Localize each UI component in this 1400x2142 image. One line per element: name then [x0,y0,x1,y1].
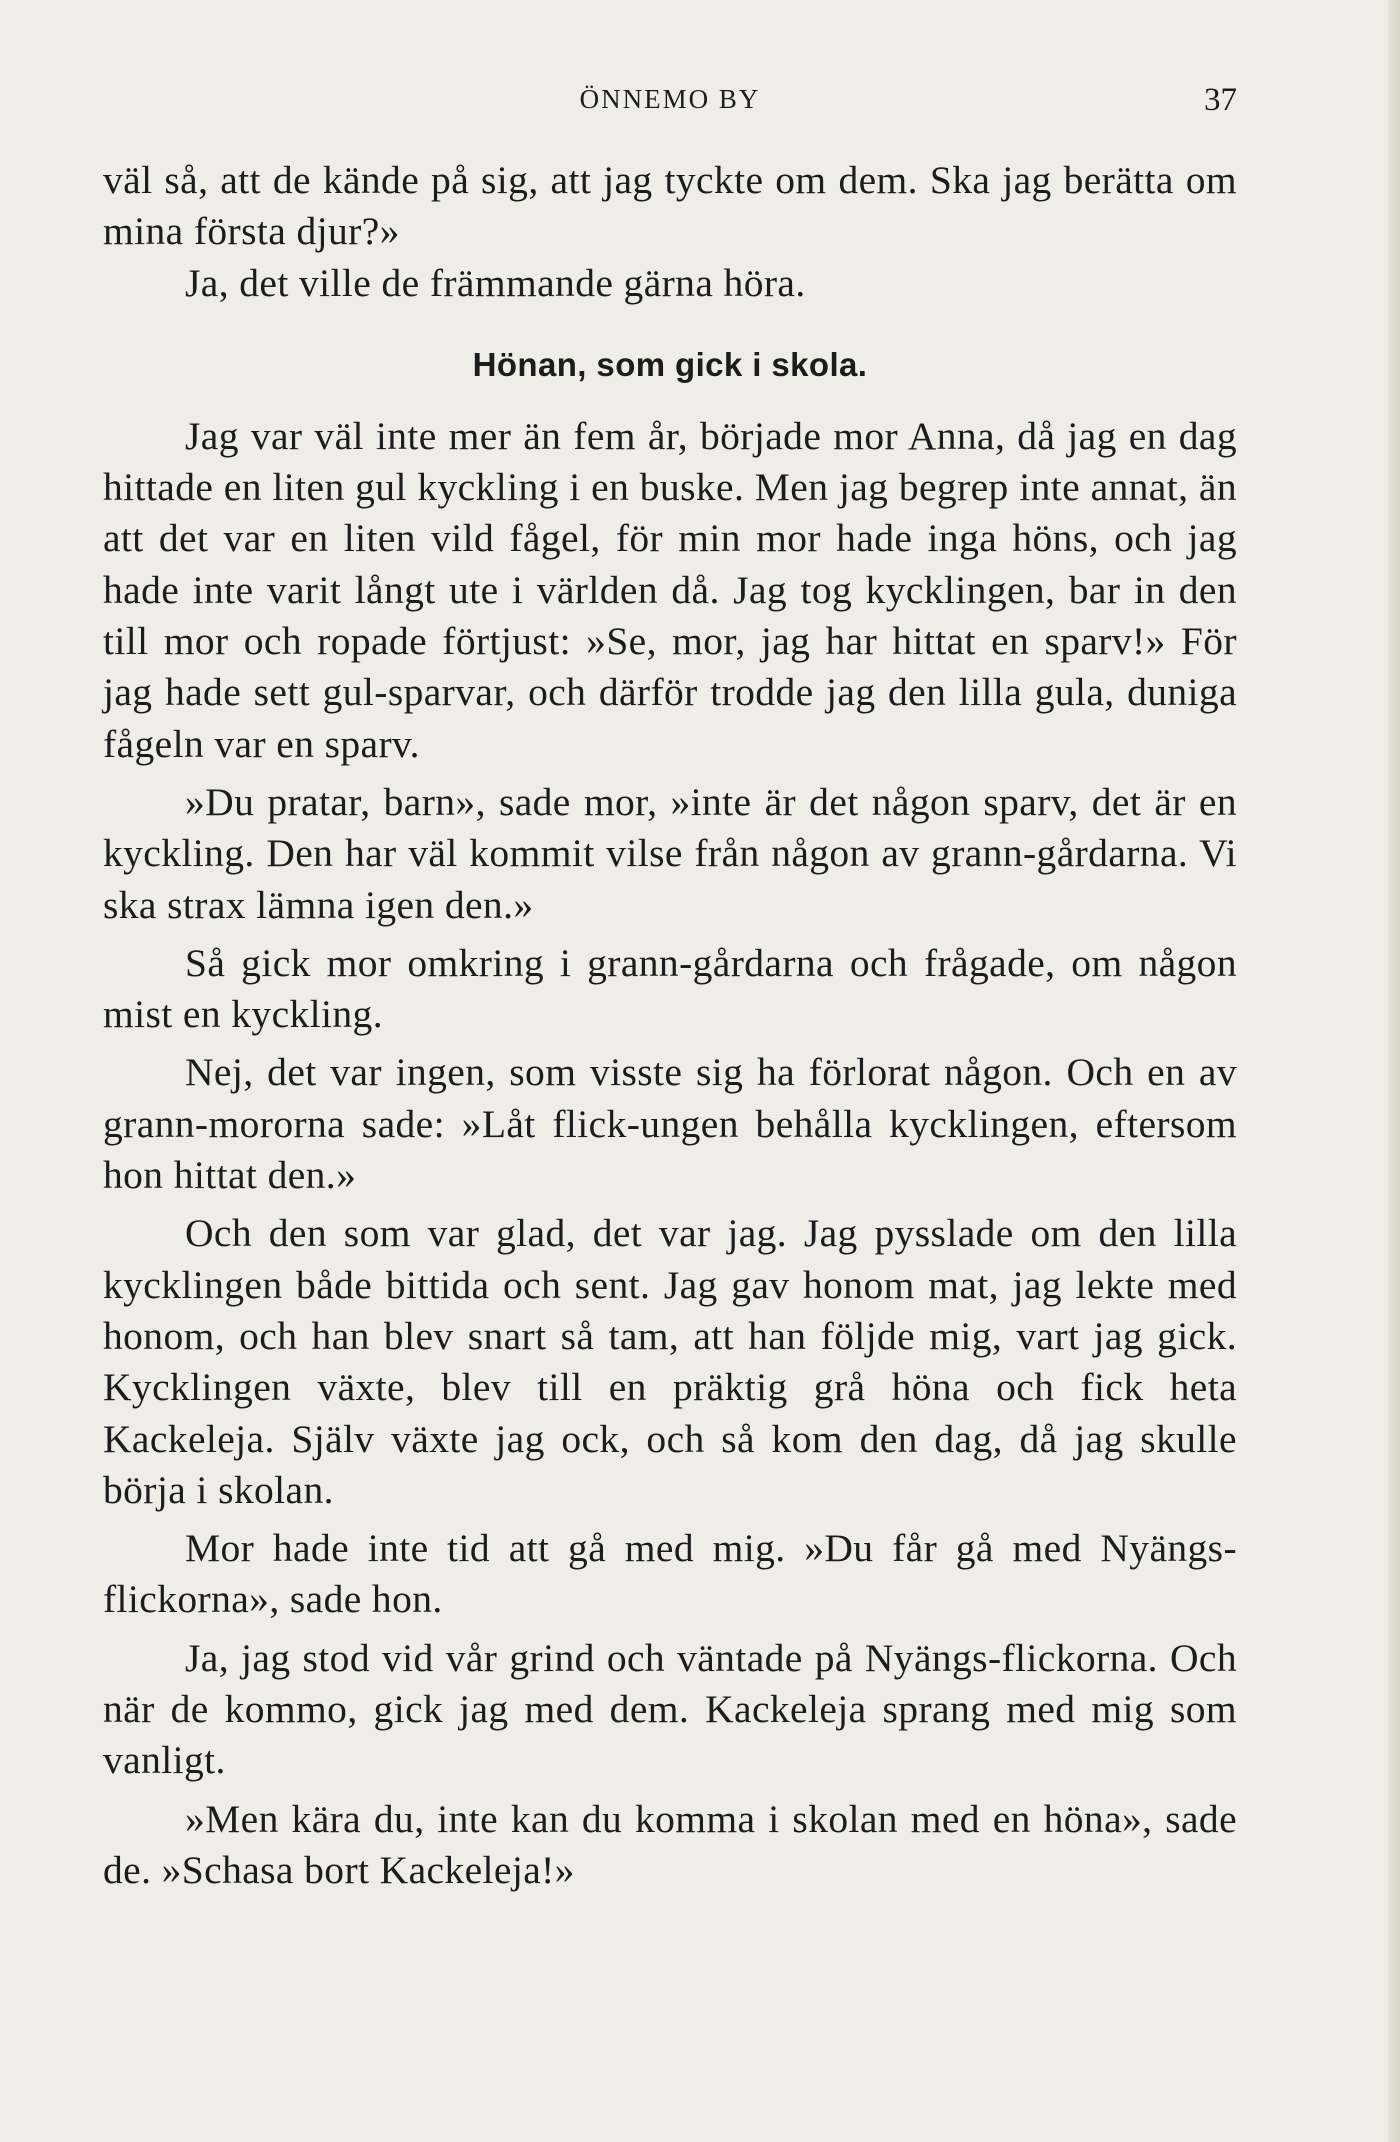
paragraph: Nej, det var ingen, som visste sig ha förlorat någon. Och en av grann-mororna sade: »Låt flick-ungen behålla kycklingen, eftersom hon hittat den.» [103,1050,1237,1198]
paragraph: »Du pratar, barn», sade mor, »inte är det någon sparv, det är en kyckling. Den har väl kommit vilse från någon av grann-gårdarna. Vi ska strax lämna igen den.» [103,779,1237,927]
running-head [103,84,1237,124]
paragraph: Så gick mor omkring i grann-gårdarna och frågade, om någon mist en kyckling. [103,940,1237,1037]
running-title: ÖNNEMO BY [579,84,761,114]
page-number: 37 [1204,82,1237,118]
paragraph: Ja, jag stod vid vår grind och väntade på Nyängs-flickorna. Och när de kommo, gick jag med dem. Kackeleja sprang med mig som vanligt. [103,1635,1237,1783]
section-heading: Hönan, som gick i skola. [472,345,868,383]
body-text [103,155,1237,1896]
page-edge-shadow [1388,0,1400,2142]
paragraph: Och den som var glad, det var jag. Jag pysslade om den lilla kycklingen både bittida och sent. Jag gav honom mat, jag lekte med honom, och han blev snart så tam, att han följde mig, vart jag gick. Kycklingen växte, blev till en präktig grå höna och fick heta Kackeleja. Själv växte jag ock, och så kom den dag, då jag skulle börja i skolan. [103,1211,1237,1512]
paragraph: Ja, det ville de främmande gärna höra. [185,260,806,305]
paragraph: Jag var väl inte mer än fem år, började mor Anna, då jag en dag hittade en liten gul kyckling i en buske. Men jag begrep inte annat, än att det var en liten vild fågel, för min mor hade inga höns, och jag hade inte varit långt ute i världen då. Jag tog kycklingen, bar in den till mor och ropade förtjust: »Se, mor, jag har hittat en sparv!» För jag hade sett gul-sparvar, och därför trodde jag den lilla gula, duniga fågeln var en sparv. [103,413,1237,766]
paragraph: väl så, att de kände på sig, att jag tyckte om dem. Ska jag berätta om mina första djur?» [103,158,1237,254]
paragraph: »Men kära du, inte kan du komma i skolan med en höna», sade de. »Schasa bort Kackeleja!» [103,1796,1237,1892]
paragraph: Mor hade inte tid att gå med mig. »Du får gå med Nyängs-flickorna», sade hon. [103,1526,1237,1622]
